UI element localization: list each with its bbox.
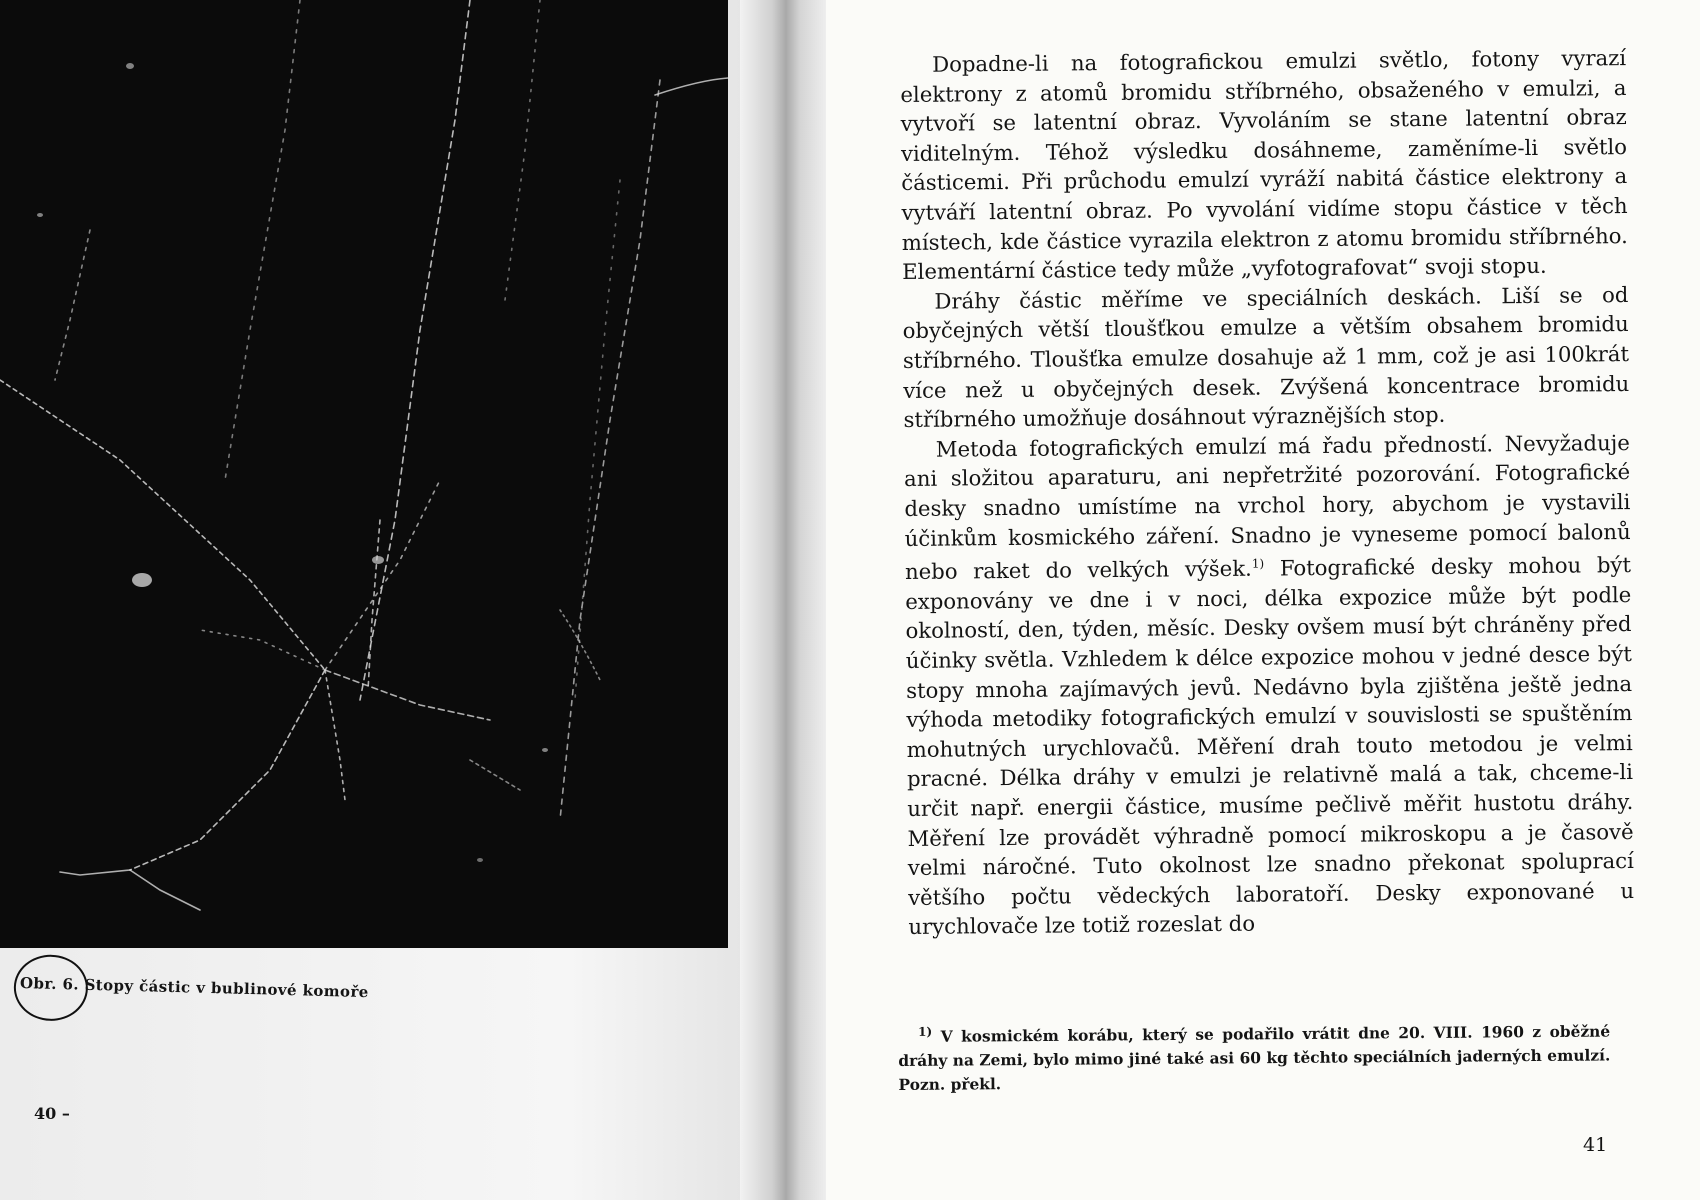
paragraph-3 <box>904 428 1635 942</box>
paragraph-1: Dopadne-li na fotografickou emulzi světlo, fotony vyrazí elektrony z atomů bromidu stříbrného, obsaženého v emulzi, a vytvoří se latentní obraz. Vyvoláním se stane latentní obraz viditelným. Téhož výsledku dosáhneme, zaměníme-li světlo částicemi. Při průchodu emulzí vyráží nabitá částice elektrony a vytváří latentní obraz. Po vyvolání vidíme stopu částice v těch místech, kde částice vyrazila elektron z atomu bromidu stříbrného. Elementární částice tedy může „vyfotografovat“ svoji stopu. <box>900 45 1628 285</box>
page-number-right: 41 <box>1583 1134 1608 1156</box>
footnote-mark: 1) <box>918 1024 933 1039</box>
book-gutter <box>740 0 832 1200</box>
left-page <box>0 0 812 1200</box>
paragraph-2: Dráhy částic měříme ve speciálních deskách. Liší se od obyčejných větší tloušťkou emulze a větším obsahem bromidu stříbrného. Tloušťka emulze dosahuje až 1 mm, což je asi 100krát více než u obyčejných desek. Zvýšená koncentrace bromidu stříbrného umožňuje dosáhnout výraznějších stop. <box>902 281 1630 433</box>
footnote <box>898 1014 1611 1097</box>
page-number-left: 40 – <box>34 1104 70 1123</box>
particle-tracks-image <box>0 0 728 948</box>
paragraph-3-part-1: Metoda fotografických emulzí má řadu předností. Nevyžaduje ani složitou aparaturu, ani nepřetržité pozorování. Fotografické desky snadno umístíme na vrchol hory, abychom je vystavili účinkům kosmického záření. Snadno je vyneseme pomocí balonů nebo raket do velkých výšek. <box>903 429 1631 585</box>
pen-circle-mark <box>13 954 89 1022</box>
figure-caption: Obr. 6. Stopy částic v bublinové komoře <box>20 974 369 1001</box>
main-text <box>900 43 1635 942</box>
paragraph-3-part-2: Fotografické desky mohou být exponovány ve dne i v noci, délka expozice může být podle okolností, den, týden, měsíc. Desky ovšem musí být chráněny před účinky světla. Vzhledem k délce expozice mohou v jedné desce být stopy mnoha zajímavých jevů. Nedávno byla zjištěna ještě jedna výhoda metodiky fotografických emulzí v souvislosti se spuštěním mohutných urychlovačů. Měření drah touto metodou je velmi pracné. Délka dráhy v emulzi je relativně malá a tak, chceme-li určit např. energii částice, musíme pečlivě měřit hustotu dráhy. Měření lze provádět výhradně pomocí mikroskopu a je časově velmi náročné. Tuto okolnost lze snadno překonat spoluprací většího počtu vědeckých laboratoří. Desky exponované u urychlovače lze totiž rozeslat do <box>905 552 1635 940</box>
footnote-text: V kosmickém korábu, který se podařilo vrátit dne 20. VIII. 1960 z oběžné dráhy na Zemi, bylo mimo jiné také asi 60 kg těchto speciálních jaderných emulzí. Pozn. překl. <box>898 1022 1611 1095</box>
bubble-chamber-photo <box>0 0 728 948</box>
footnote-reference: 1) <box>1251 556 1265 571</box>
